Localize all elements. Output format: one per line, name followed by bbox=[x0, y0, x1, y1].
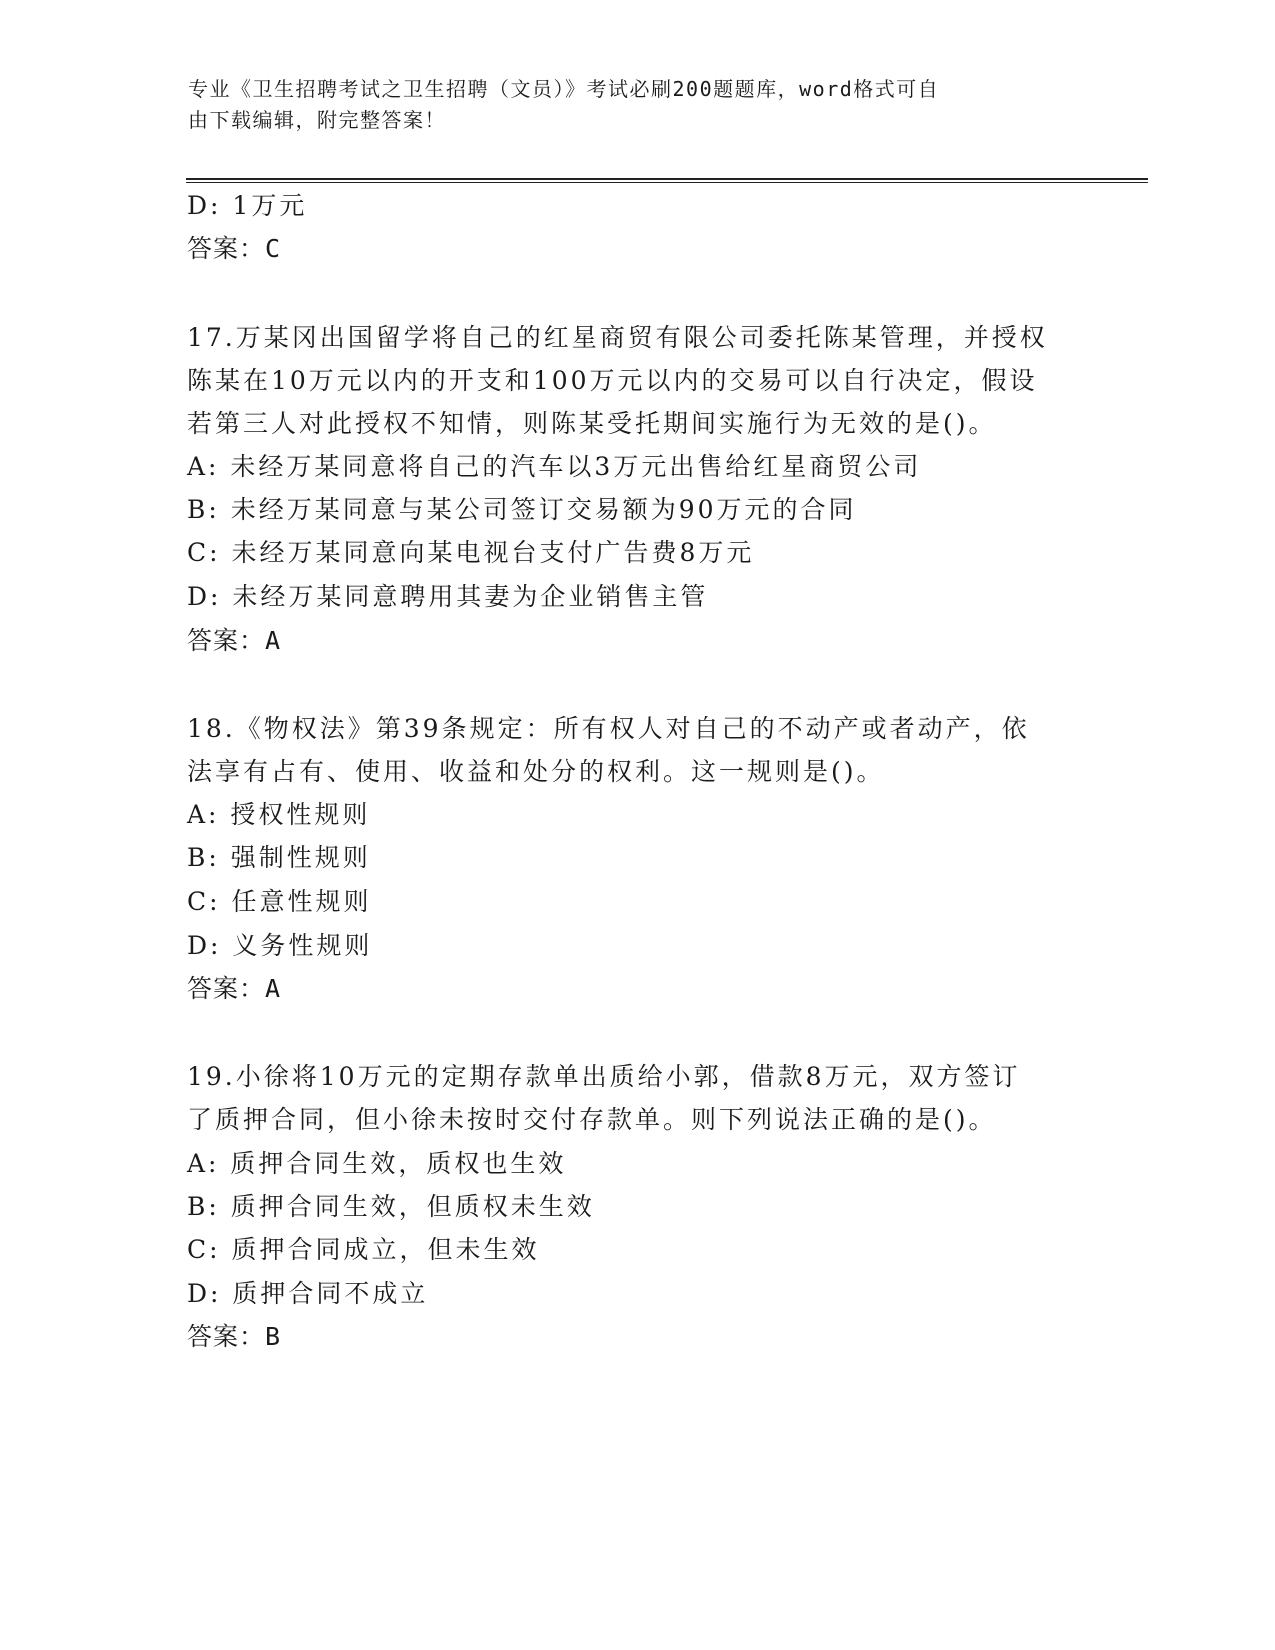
q18-option-d: D: 义务性规则 bbox=[187, 931, 373, 960]
q17-stem-line-3: 若第三人对此授权不知情，则陈某受托期间实施行为无效的是()。 bbox=[187, 409, 997, 438]
q19-option-d: D: 质押合同不成立 bbox=[187, 1279, 429, 1308]
q17-option-d: D: 未经万某同意聘用其妻为企业销售主管 bbox=[187, 582, 709, 611]
prev-option-d: D: 1万元 bbox=[187, 191, 308, 220]
q19-option-c: C: 质押合同成立，但未生效 bbox=[187, 1235, 540, 1264]
q18-answer: 答案：A bbox=[187, 974, 282, 1003]
q17-option-c: C: 未经万某同意向某电视台支付广告费8万元 bbox=[187, 538, 755, 567]
q19-stem-line-1: 19.小徐将10万元的定期存款单出质给小郭，借款8万元，双方签订 bbox=[187, 1062, 1021, 1091]
header-line-2: 由下载编辑，附完整答案！ bbox=[188, 108, 446, 132]
q17-stem-line-2: 陈某在10万元以内的开支和100万元以内的交易可以自行决定，假设 bbox=[187, 366, 1038, 395]
q19-option-b: B: 质押合同生效，但质权未生效 bbox=[187, 1192, 595, 1221]
q17-option-b: B: 未经万某同意与某公司签订交易额为90万元的合同 bbox=[187, 495, 857, 524]
q17-option-a: A: 未经万某同意将自己的汽车以3万元出售给红星商贸公司 bbox=[187, 452, 922, 481]
q18-option-a: A: 授权性规则 bbox=[187, 800, 371, 829]
header-line-1: 专业《卫生招聘考试之卫生招聘（文员）》考试必刷200题题库，word格式可自 bbox=[188, 77, 940, 101]
q18-option-b: B: 强制性规则 bbox=[187, 843, 371, 872]
prev-answer: 答案：C bbox=[187, 234, 282, 263]
q19-option-a: A: 质押合同生效，质权也生效 bbox=[187, 1149, 567, 1178]
header-rule-thin bbox=[186, 182, 1148, 183]
q19-stem-line-2: 了质押合同，但小徐未按时交付存款单。则下列说法正确的是()。 bbox=[187, 1105, 997, 1134]
document-header bbox=[188, 74, 1088, 136]
q17-answer: 答案：A bbox=[187, 626, 282, 655]
header-rule-thick bbox=[186, 178, 1148, 180]
q18-option-c: C: 任意性规则 bbox=[187, 887, 372, 916]
q18-stem-line-1: 18.《物权法》第39条规定：所有权人对自己的不动产或者动产，依 bbox=[187, 714, 1030, 743]
q17-stem-line-1: 17.万某冈出国留学将自己的红星商贸有限公司委托陈某管理，并授权 bbox=[187, 323, 1048, 352]
q18-stem-line-2: 法享有占有、使用、收益和处分的权利。这一规则是()。 bbox=[187, 757, 885, 786]
q19-answer: 答案：B bbox=[187, 1322, 282, 1351]
